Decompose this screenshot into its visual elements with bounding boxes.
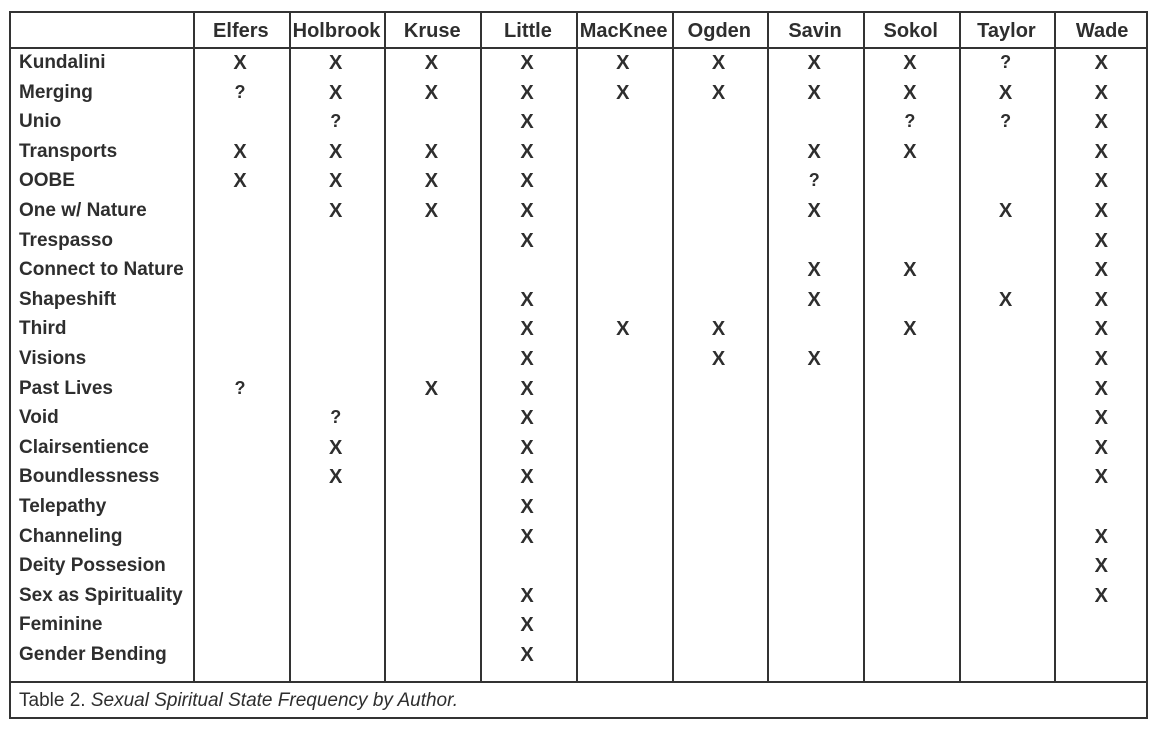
- table-cell-mark: X: [903, 81, 917, 104]
- table-cell-mark: X: [520, 496, 534, 518]
- table-cell-mark: X: [711, 52, 726, 74]
- table-cell-mark: X: [520, 170, 534, 193]
- table-cell-mark: X: [1094, 377, 1108, 400]
- table-cell-mark: ?: [330, 407, 342, 428]
- row-label: Clairsentience: [19, 436, 149, 458]
- caption-number: Table 2.: [19, 690, 86, 711]
- row-label: Merging: [19, 81, 93, 103]
- table-cell-mark: X: [903, 140, 917, 163]
- table-cell-mark: X: [520, 407, 534, 430]
- table-cell-mark: X: [807, 52, 821, 74]
- table-cell-mark: X: [903, 259, 917, 282]
- table-cell-mark: X: [329, 81, 343, 104]
- table-cell-mark: X: [520, 81, 534, 104]
- table-cell-mark: X: [520, 229, 534, 252]
- column-divider: [289, 13, 291, 683]
- row-label: Telepathy: [19, 496, 107, 517]
- table-cell-mark: X: [233, 140, 247, 163]
- row-label: Boundlessness: [19, 466, 160, 488]
- table-cell-mark: X: [424, 200, 439, 222]
- table-cell-mark: X: [616, 318, 630, 341]
- column-divider: [959, 13, 961, 683]
- row-label: Shapeshift: [19, 288, 117, 310]
- table-cell-mark: X: [520, 348, 534, 370]
- table-cell-mark: X: [1094, 111, 1108, 134]
- table-cell-mark: X: [998, 200, 1013, 222]
- column-header: Kruse: [403, 20, 461, 42]
- row-label: Trespasso: [19, 229, 113, 251]
- table-cell-mark: ?: [1000, 111, 1012, 132]
- column-divider: [863, 13, 865, 683]
- table-cell-mark: X: [1094, 288, 1108, 311]
- row-label: Unio: [19, 111, 62, 133]
- row-label: Past Lives: [19, 377, 113, 399]
- table-cell-mark: X: [329, 170, 343, 193]
- table-cell-mark: X: [1094, 81, 1108, 104]
- table-cell-mark: X: [1094, 200, 1108, 222]
- table-cell-mark: X: [1094, 348, 1108, 370]
- row-label: Deity Possesion: [19, 555, 166, 577]
- table-cell-mark: X: [1094, 170, 1108, 193]
- table-cell-mark: ?: [234, 81, 246, 102]
- table-cell-mark: X: [1094, 259, 1108, 282]
- caption-title: Sexual Spiritual State Frequency by Author.: [90, 690, 459, 711]
- table-cell-mark: X: [1094, 318, 1108, 341]
- column-divider: [767, 13, 769, 683]
- column-header: MacKnee: [579, 20, 668, 42]
- table-cell-mark: X: [329, 140, 343, 163]
- table-cell-mark: X: [520, 466, 534, 489]
- table-cell-mark: X: [520, 318, 534, 341]
- column-header: Taylor: [977, 20, 1036, 42]
- table-cell-mark: X: [1094, 555, 1108, 578]
- column-divider: [193, 13, 195, 683]
- table-cell-mark: X: [520, 288, 534, 311]
- row-label: OOBE: [19, 170, 75, 192]
- table-cell-mark: X: [520, 377, 534, 400]
- table-cell-mark: X: [424, 52, 439, 74]
- table-cell-mark: X: [807, 288, 821, 311]
- table-cell-mark: X: [807, 140, 821, 163]
- row-label: Connect to Nature: [19, 259, 184, 281]
- column-header: Savin: [788, 20, 842, 42]
- table-cell-mark: X: [1094, 436, 1108, 459]
- table-cell-mark: X: [903, 52, 917, 74]
- table-cell-mark: ?: [904, 111, 916, 132]
- row-label: Transports: [19, 140, 118, 162]
- table-cell-mark: X: [233, 52, 247, 74]
- author-state-table: [9, 11, 1148, 719]
- table-cell-mark: X: [616, 52, 630, 74]
- table-cell-mark: X: [616, 81, 630, 104]
- caption-divider: [11, 681, 1146, 683]
- table-cell-mark: X: [329, 436, 343, 459]
- table-cell-mark: X: [424, 81, 439, 104]
- table-cell-mark: X: [520, 584, 534, 607]
- row-label: Void: [19, 407, 59, 429]
- row-label: Channeling: [19, 525, 123, 547]
- table-cell-mark: X: [520, 200, 534, 222]
- table-cell-mark: X: [424, 140, 439, 163]
- table-cell-mark: X: [329, 52, 343, 74]
- table-cell-mark: X: [1094, 584, 1108, 607]
- table-cell-mark: X: [424, 170, 439, 193]
- column-header: Holbrook: [292, 20, 381, 42]
- column-divider: [1054, 13, 1056, 683]
- table-cell-mark: X: [329, 200, 343, 222]
- table-cell-mark: X: [1094, 466, 1108, 489]
- table-cell-mark: ?: [808, 170, 820, 191]
- table-cell-mark: ?: [1000, 52, 1012, 72]
- table-cell-mark: X: [807, 200, 821, 222]
- column-header: Sokol: [883, 20, 938, 42]
- column-header: Elfers: [213, 20, 269, 42]
- table-cell-mark: X: [520, 614, 534, 637]
- table-cell-mark: X: [1094, 229, 1108, 252]
- table-cell-mark: X: [711, 348, 726, 370]
- column-header: Wade: [1075, 20, 1129, 42]
- column-divider: [672, 13, 674, 683]
- table-cell-mark: X: [520, 644, 534, 666]
- table-cell-mark: X: [807, 81, 821, 104]
- row-label: Kundalini: [19, 52, 106, 73]
- table-cell-mark: X: [520, 525, 534, 548]
- table-cell-mark: X: [1094, 407, 1108, 430]
- table-cell-mark: X: [711, 81, 726, 104]
- table-cell-mark: X: [1094, 52, 1108, 74]
- row-label: Feminine: [19, 614, 103, 636]
- table-cell-mark: ?: [330, 111, 342, 132]
- table-cell-mark: X: [520, 436, 534, 459]
- table-cell-mark: X: [807, 259, 821, 282]
- table-cell-mark: X: [1094, 140, 1108, 163]
- table-cell-mark: X: [711, 318, 726, 341]
- table-cell-mark: X: [903, 318, 917, 341]
- row-label: Visions: [19, 348, 87, 369]
- table-cell-mark: X: [998, 81, 1013, 104]
- column-header: Little: [504, 20, 552, 42]
- table-cell-mark: X: [329, 466, 343, 489]
- table-cell-mark: ?: [234, 377, 246, 398]
- table-cell-mark: X: [1094, 525, 1108, 548]
- table-cell-mark: X: [520, 111, 534, 134]
- table-cell-mark: X: [998, 288, 1013, 311]
- column-header: Ogden: [687, 20, 752, 42]
- row-label: Sex as Spirituality: [19, 584, 183, 606]
- table-cell-mark: X: [807, 348, 821, 370]
- table-cell-mark: X: [520, 52, 534, 74]
- table-cell-mark: X: [424, 377, 439, 400]
- row-label: Gender Bending: [19, 644, 167, 665]
- row-label: One w/ Nature: [19, 200, 147, 221]
- table-cell-mark: X: [520, 140, 534, 163]
- table-cell-mark: X: [233, 170, 247, 193]
- column-divider: [576, 13, 578, 683]
- table-caption: [19, 685, 458, 717]
- column-divider: [384, 13, 386, 683]
- column-divider: [480, 13, 482, 683]
- row-label: Third: [19, 318, 67, 340]
